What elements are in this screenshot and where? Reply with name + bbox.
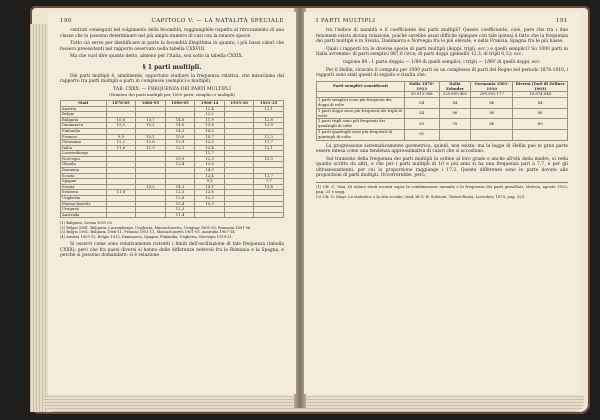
table-cell: Bulgaria bbox=[61, 117, 107, 123]
table-cell: 84 bbox=[404, 98, 439, 109]
table-header-cell: 1921-25 bbox=[254, 100, 284, 106]
footnote: (1) Cfr. C. Gini, Di talune studi recenti sopra la combinazione annuale e la frequenza dei parti gemellari, Metron, agosto 1923, pag. 25 e segg. bbox=[316, 184, 568, 194]
table-cell: 9,3 bbox=[195, 179, 225, 185]
table-header-cell: 1896-05 bbox=[165, 100, 195, 106]
table-cell: Francia bbox=[61, 134, 107, 140]
table-cell: 12,5 bbox=[195, 140, 225, 146]
table-cell: 10,8 bbox=[106, 117, 136, 123]
table-cell: 11,8 bbox=[106, 190, 136, 196]
table-cell: 11,7 bbox=[195, 151, 225, 157]
table-cell: 15,1 bbox=[106, 123, 136, 129]
table-header-cell: 1886-95 bbox=[136, 100, 166, 106]
left-intro-paragraph: Ma che vuol dire quanto detto, almeno per l'Italia, son sotto la tabella CXXIX. bbox=[70, 54, 244, 60]
table-cell: 11,6 bbox=[106, 145, 136, 151]
table-cell bbox=[513, 129, 568, 140]
table-row bbox=[317, 108, 568, 119]
right-paragraph: tra l'indice di natalità e il coefficiente dei parti multipli? Questo coefficiente, cioè, pare che tra i due fenomeni esista alcuna relazione, poiché sarebbe assai difficile spiegare con tale ipotesi il fatto che la frequenza dei parti multipli è in Svezia, Danimarca e Norvegia fra le più elevate, e nella Francia, Spagna fra le più basse. bbox=[316, 28, 568, 45]
table-cell: 12,2 bbox=[106, 140, 136, 146]
table-cell: 14,1 bbox=[195, 184, 225, 190]
left-page bbox=[48, 12, 296, 394]
table-cell: 12,3 bbox=[165, 190, 195, 196]
table-cell bbox=[254, 212, 284, 218]
table-cell: 14,3 bbox=[165, 184, 195, 190]
left-running-title: CAPITOLO V. — LA NATALITÀ SPECIALE bbox=[151, 18, 284, 24]
left-running-head bbox=[48, 12, 296, 26]
table-cell: 9,9 bbox=[106, 134, 136, 140]
table-cell: 13,8 bbox=[195, 123, 225, 129]
table-cell: 225.899.405 bbox=[439, 92, 471, 98]
table-cell: 12,6 bbox=[165, 196, 195, 202]
table-cell: 14,0 bbox=[165, 123, 195, 129]
table-cell: Ungheria bbox=[61, 196, 107, 202]
right-running-head bbox=[304, 12, 580, 26]
table-cell: 15,2 bbox=[136, 123, 166, 129]
table-cell: 11,3 bbox=[254, 134, 284, 140]
section-paragraph: Dei parti multipli è, similmente, opportuno studiare la frequenza relativa, che misuriamo dal rapporto tra parti multipli e parti in complesso (semplici e multipli). bbox=[60, 73, 284, 85]
table-header-cell: Germania 1901-1910 bbox=[471, 81, 513, 92]
table-cell: 1 parti doppi sono più frequenti dei tripli di volte bbox=[317, 108, 405, 119]
footnotes bbox=[316, 182, 568, 199]
right-page-number: 191 bbox=[556, 18, 568, 24]
right-paragraph: Quali i rapporti tra le diverse specie di parti multipli (doppi, tripli, ecc.) e quelli semplici? Su 1000 parti in Italia avremmo: di parti semplici 987,6 circa; di parti doppi (gemelli) 12,3; di tripli 0,12; ecc. bbox=[316, 46, 568, 58]
table-cell: Belgio bbox=[61, 112, 107, 118]
table-cell: Italia bbox=[61, 145, 107, 151]
table-cell: 13,8 bbox=[254, 184, 284, 190]
table-caption: TAB. CXXX. — FREQUENZA DEI PARTI MULTIPLI bbox=[113, 86, 231, 92]
table-cell: 12,8 bbox=[254, 117, 284, 123]
table-cell bbox=[439, 129, 471, 140]
table-header-cell: 1906-14 bbox=[195, 100, 225, 106]
table-cell: 10,0 bbox=[165, 134, 195, 140]
table-cell: 84 bbox=[404, 108, 439, 119]
table-cell: Svezia bbox=[61, 184, 107, 190]
table-note: (1) Bulgaria, Svezia 1901-05. bbox=[60, 221, 114, 226]
table-cell: 13,3 bbox=[254, 156, 284, 162]
table-cell: Lussemburgo bbox=[61, 151, 107, 157]
table-subcaption: (Numero dei parti multipli per 1000 parti, semplici e multipli) bbox=[109, 92, 235, 98]
table-header-cell: Italia Zehnder bbox=[439, 81, 471, 92]
footnote: (2) Cfr. G. Mayr, La statistica e la vita sociale, trad. di G. B. Salvioni, Torino-Roma, Loescher, 1879, pag. 323. bbox=[316, 193, 526, 199]
table-cell: 10,7 bbox=[195, 134, 225, 140]
table-cell: Romania bbox=[61, 168, 107, 174]
table-cell: 12,6 bbox=[136, 140, 166, 146]
page-edges-left bbox=[30, 24, 48, 412]
table-header-cell: 1915-20 bbox=[224, 100, 254, 106]
table-cell: 39.913.968 bbox=[404, 92, 439, 98]
table-cell: 7,7 bbox=[254, 179, 284, 185]
table-header-cell: Stati bbox=[61, 100, 107, 106]
table-note: (3) Belgio 1901, Bulgaria 1906-11, Francia 1901-11, Massachusetts 1901-05, Australia 1907-14. bbox=[60, 230, 236, 235]
table-cell: Australia bbox=[61, 212, 107, 218]
table-cell: Finlandia bbox=[61, 128, 107, 134]
table-cell: Germania bbox=[61, 140, 107, 146]
table-row bbox=[61, 212, 284, 218]
table-cell: Scozia bbox=[61, 173, 107, 179]
section-title: § 1 parti multipli. bbox=[142, 63, 202, 71]
table-cell bbox=[106, 212, 136, 218]
table-cell: 11,7 bbox=[254, 140, 284, 146]
table-cell: 88 bbox=[471, 108, 513, 119]
table-cell: 1 parti tripli sono più frequenti dei quadrupli di volte bbox=[317, 119, 405, 130]
table-row bbox=[317, 98, 568, 109]
table-notes bbox=[60, 221, 284, 239]
table-cell: 12,6 bbox=[195, 190, 225, 196]
table-cell: 11,9 bbox=[195, 117, 225, 123]
table-cell: 14,3 bbox=[195, 168, 225, 174]
table-cell: Massachusetts bbox=[61, 201, 107, 207]
table-cell: 14,5 bbox=[195, 128, 225, 134]
table-cell: Svizzera bbox=[61, 190, 107, 196]
table-cell: 88 bbox=[513, 108, 568, 119]
table-cell: 299.003.177 bbox=[471, 92, 513, 98]
table-cell: 10,4 bbox=[165, 201, 195, 207]
right-paragraph: Per il Hellin, ricavato il computo per 1000 parti su un complesso di parti del Regno nel periodo 1876-1910, i rapporti sono stati questi di seguito e risulta che: bbox=[316, 67, 568, 79]
table-header-cell: Italia 1876-1913 bbox=[404, 81, 439, 92]
right-closing-paragraph: Sul tramonto della frequenza dei parti multipli in ordine al loro grado e anche all'età della madre, si veda quanto scritto da altri, e che per i parti multipli di 10 e più anni si ha una frequenza pari a 7,7, e per gli ultrasessantenni, per cui la proporzione raggiunge i 17,2. Queste differenze sono in parte dovute alle proporzioni di parti multipli. Occorrerebbe, però, bbox=[316, 156, 568, 179]
right-page bbox=[304, 12, 580, 394]
table-cell bbox=[224, 212, 254, 218]
table-cell: Danimarca bbox=[61, 123, 107, 129]
table-cell: 12,4 bbox=[165, 162, 195, 168]
table-cell bbox=[195, 212, 225, 218]
table-cell: 12,4 bbox=[195, 145, 225, 151]
table-cell: 14,5 bbox=[136, 184, 166, 190]
table-cell: 12,3 bbox=[195, 156, 225, 162]
table-cell: 12,4 bbox=[195, 106, 225, 112]
table-cell: 84 bbox=[439, 98, 471, 109]
table-cell: 12,1 bbox=[254, 106, 284, 112]
table-cell: 12,7 bbox=[254, 173, 284, 179]
table-cell: 85 bbox=[404, 119, 439, 130]
table-cell: 86 bbox=[471, 98, 513, 109]
left-page-number: 190 bbox=[60, 18, 72, 24]
table-cell: 12,6 bbox=[195, 162, 225, 168]
table-cell: 12,9 bbox=[254, 123, 284, 129]
table-cell: 86 bbox=[439, 108, 471, 119]
table-cell: 89 bbox=[513, 119, 568, 130]
table-cell: Norvegia bbox=[61, 156, 107, 162]
frequency-ratio-table bbox=[316, 81, 568, 141]
table-cell: 12,3 bbox=[195, 196, 225, 202]
table-cell: 11,9 bbox=[136, 145, 166, 151]
table-cell bbox=[471, 129, 513, 140]
right-running-title: I PARTI MULTIPLI bbox=[316, 18, 376, 24]
table-cell: 81 bbox=[404, 129, 439, 140]
table-cell: 14,8 bbox=[165, 117, 195, 123]
table-cell: 84 bbox=[513, 98, 568, 109]
table-cell: 78 bbox=[439, 119, 471, 130]
table-cell bbox=[136, 212, 166, 218]
table-row bbox=[317, 129, 568, 140]
table-header-cell: Diversi (Dati di Zeltner 1903) bbox=[513, 81, 568, 92]
table-cell: 10,7 bbox=[136, 117, 166, 123]
table-cell: 12,3 bbox=[165, 207, 195, 213]
table-cell: 12,2 bbox=[195, 112, 225, 118]
table-cell: 1 parti quadrupli sono più frequenti di quintupli di volte bbox=[317, 129, 405, 140]
table-cell: 13,9 bbox=[165, 156, 195, 162]
left-intro-paragraph: centrati conseguiti nel volgimento della fecondità, raggiungibile rispetto al ritrovamento di una classe che lo possono determinare nel più ampio numero di casi con la minore specie. bbox=[60, 28, 284, 39]
right-body bbox=[304, 26, 580, 201]
left-intro-paragraph: Tutto ciò serve per identificare in parte la fecondità illegittima in quanto, i più bassi valori che fossero preesistenti nel rapporto osservato nella tabella CXXVIII. bbox=[60, 41, 284, 52]
table-cell: 18.874.044 bbox=[513, 92, 568, 98]
table-cell: Austria bbox=[61, 106, 107, 112]
table-cell: 86 bbox=[471, 119, 513, 130]
table-note: (4) Austria 1903-12, Belgio 1913, Danimarca, Spagna, Finlandia, Ungheria, Norvegia 1919-21. bbox=[60, 234, 233, 239]
table-cell: 1 parti semplici sono più frequenti dei doppi di volte bbox=[317, 98, 405, 109]
table-cell: 14,5 bbox=[165, 128, 195, 134]
table-cell: 11,4 bbox=[165, 212, 195, 218]
table-header-cell: Parti semplici considerati bbox=[317, 81, 405, 92]
table-cell: 12,4 bbox=[195, 173, 225, 179]
table-cell: Spagna bbox=[61, 179, 107, 185]
table-cell: Olanda bbox=[61, 162, 107, 168]
table-note: (2) Belgio 1881, Bulgaria, Lussemburgo, Ungheria, Massachusetts, Uruguay 1891-00, Romania 1891-96. bbox=[60, 225, 252, 230]
table-cell: 10,1 bbox=[136, 134, 166, 140]
table-cell: 12,1 bbox=[254, 145, 284, 151]
multiple-births-table bbox=[60, 100, 284, 218]
table-cell: 12,1 bbox=[165, 145, 195, 151]
table-cell: Uruguay bbox=[61, 207, 107, 213]
table-cell: 12,9 bbox=[165, 140, 195, 146]
left-closing-paragraph: Si osservi come sono relativamente ristretti i limiti dell'oscillazione di tale frequenza (tabella CXXX): però che fra paesi diversi si hanno delle differenze notevoli fra la Romania e la Spagna, e perché si possono domandare: si è relazione bbox=[60, 242, 284, 259]
table-row bbox=[317, 119, 568, 130]
right-closing-paragraph: La progressione sistematicamente geometrica, quindi, non esiste; ma la legge di Hellin può in gran parte essere intesa come una tendenza approssimativa di valori che si accostano. bbox=[316, 143, 568, 155]
table-cell: 10,3 bbox=[195, 201, 225, 207]
left-body bbox=[48, 26, 296, 263]
formula-line: ragione 89 : 1 parte doppio — 1/89 di quelli semplici; i tripli — 1/89² di quelli doppi, ecc. bbox=[343, 59, 541, 65]
page-edges-bottom bbox=[44, 396, 584, 412]
table-header-cell: 1876-85 bbox=[106, 100, 136, 106]
